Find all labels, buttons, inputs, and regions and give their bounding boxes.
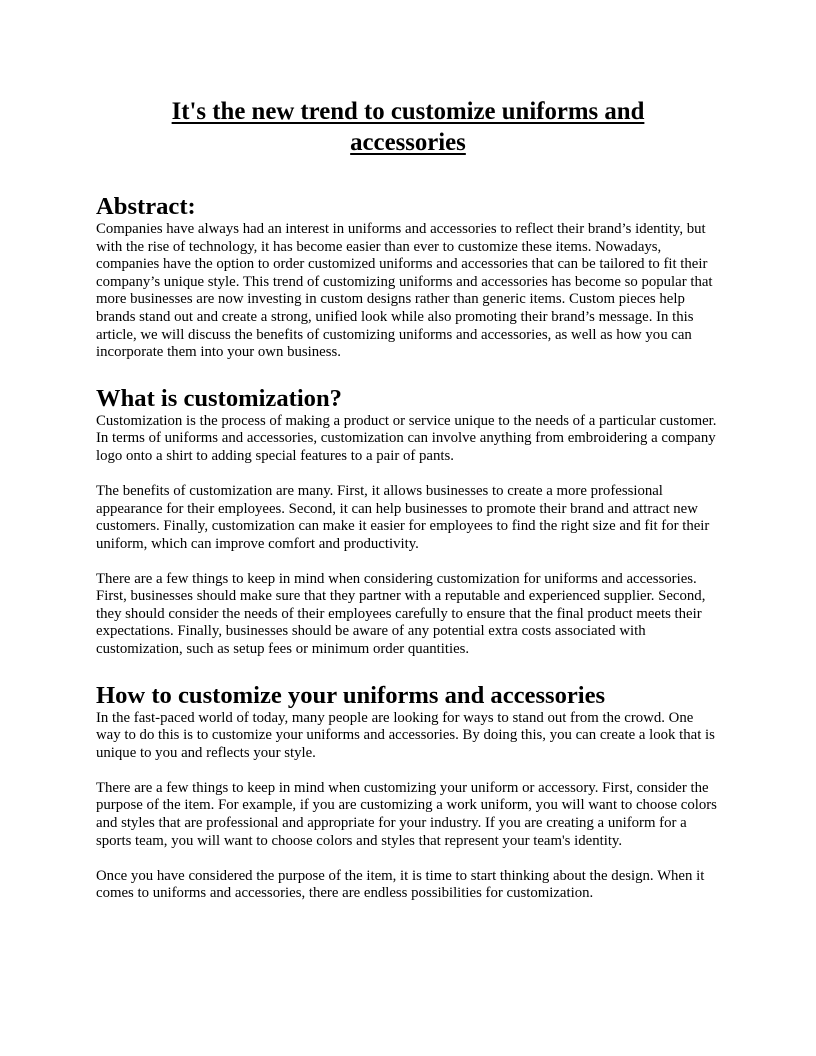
section-heading-what-is-customization: What is customization?: [96, 384, 342, 412]
title-line-1: It's the new trend to customize uniforms and: [171, 98, 645, 125]
body-paragraph: There are a few things to keep in mind when considering customization for uniforms and accessories. First, businesses should make sure that they partner with a reputable and experienced supplier. Second, they should consider the needs of their employees carefully to ensure that the final product meets their expectations. Finally, businesses should be aware of any potential extra costs associated with customization, such as setup fees or minimum order quantities.: [96, 570, 706, 658]
body-paragraph: Customization is the process of making a product or service unique to the needs of a particular customer. In terms of uniforms and accessories, customization can involve anything from embroidering a company logo onto a shirt to adding special features to a pair of pants.: [96, 412, 717, 464]
document-title: [96, 96, 720, 158]
body-paragraph: There are a few things to keep in mind when customizing your uniform or accessory. First, consider the purpose of the item. For example, if you are customizing a work uniform, you will want to choose colors and styles that are professional and appropriate for your industry. If you are creating a uniform for a sports team, you will want to choose colors and styles that represent your team's identity.: [96, 779, 717, 849]
section-what-is-customization: [96, 385, 720, 659]
body-paragraph: The benefits of customization are many. First, it allows businesses to create a more professional appearance for their employees. Second, it can help businesses to promote their brand and attract new customers. Finally, customization can make it easier for employees to find the right size and fit for their uniform, which can improve comfort and productivity.: [96, 482, 710, 552]
section-abstract: [96, 193, 720, 362]
title-line-2: accessories: [350, 129, 466, 156]
section-heading-how-to-customize: How to customize your uniforms and accessories: [96, 681, 606, 709]
abstract-paragraph: Companies have always had an interest in uniforms and accessories to reflect their brand’s identity, but with the rise of technology, it has become easier than ever to customize these items. Nowadays, companies have the option to order customized uniforms and accessories that can be tailored to fit their company’s unique style. This trend of customizing uniforms and accessories has become so popular that more businesses are now investing in custom designs rather than generic items. Custom pieces help brands stand out and create a strong, unified look while also promoting their brand’s message. In this article, we will discuss the benefits of customizing uniforms and accessories, as well as how you can incorporate them into your own business.: [96, 221, 713, 361]
document-page: [96, 96, 720, 903]
section-how-to-customize: [96, 682, 720, 903]
body-paragraph: Once you have considered the purpose of the item, it is time to start thinking about the design. When it comes to uniforms and accessories, there are endless possibilities for customization.: [96, 867, 705, 902]
section-heading-abstract: Abstract:: [96, 193, 196, 220]
body-paragraph: In the fast-paced world of today, many people are looking for ways to stand out from the crowd. One way to do this is to customize your uniforms and accessories. By doing this, you can create a look that is unique to you and reflects your style.: [96, 709, 715, 761]
